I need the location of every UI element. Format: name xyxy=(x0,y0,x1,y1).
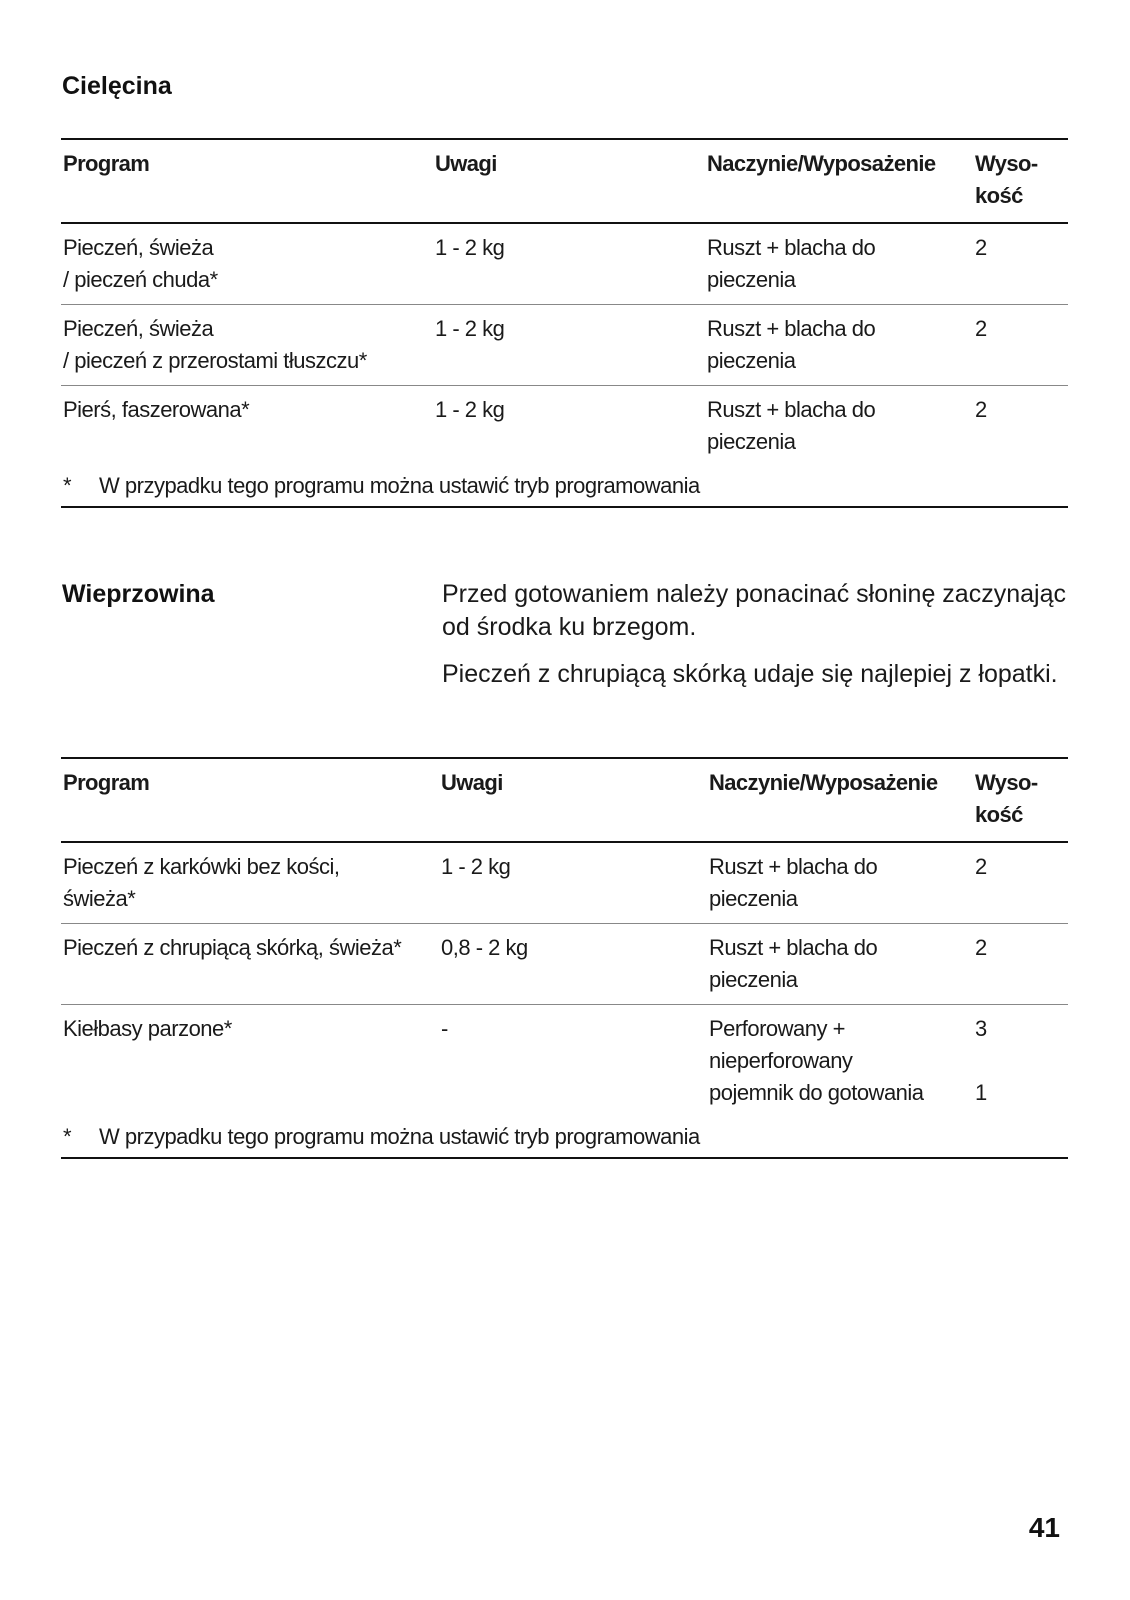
table-row xyxy=(61,223,1068,305)
cell-uwagi: 0,8 - 2 kg xyxy=(441,935,528,960)
cell-naczynie-line1: Ruszt + blacha do xyxy=(707,235,876,260)
table-footnote xyxy=(61,466,1068,507)
section-intro xyxy=(442,578,1082,705)
header-wysokosc xyxy=(973,758,1068,842)
header-uwagi: Uwagi xyxy=(441,770,503,795)
cell-program xyxy=(61,305,433,386)
table-header-row xyxy=(61,758,1068,842)
table-footnote-row xyxy=(61,466,1068,507)
cell-wysokosc: 2 xyxy=(975,854,987,879)
cell-naczynie-line2: pieczenia xyxy=(709,886,798,911)
cell-uwagi: - xyxy=(441,1016,448,1041)
cell-naczynie-line2: pieczenia xyxy=(707,348,796,373)
cell-uwagi: 1 - 2 kg xyxy=(441,854,511,879)
cell-program-line1: Pieczeń z karkówki bez kości, xyxy=(63,854,340,879)
table-cielecina xyxy=(61,138,1068,508)
section-title-wieprzowina: Wieprzowina xyxy=(62,580,215,608)
cell-naczynie-line3: pojemnik do gotowania xyxy=(709,1080,924,1105)
intro-paragraph-2: Pieczeń z chrupiącą skórką udaje się najlepiej z łopatki. xyxy=(442,660,1058,688)
table-row xyxy=(61,305,1068,386)
cell-wysokosc: 2 xyxy=(975,235,987,260)
header-naczynie: Naczynie/Wyposażenie xyxy=(707,151,936,176)
table-row xyxy=(61,842,1068,924)
cell-naczynie xyxy=(707,1005,973,1118)
cell-program-line1: Pieczeń, świeża xyxy=(63,235,214,260)
cell-uwagi: 1 - 2 kg xyxy=(435,316,505,341)
cell-naczynie xyxy=(707,924,973,1005)
cell-wysokosc: 2 xyxy=(975,397,987,422)
cell-naczynie-line1: Perforowany + xyxy=(709,1016,845,1041)
table-row xyxy=(61,924,1068,1005)
footnote-mark: * xyxy=(63,473,72,498)
cell-wysokosc-line1: 3 xyxy=(975,1016,987,1041)
section-title-cielecina: Cielęcina xyxy=(62,72,172,100)
cell-uwagi: 1 - 2 kg xyxy=(435,235,505,260)
header-uwagi: Uwagi xyxy=(435,151,497,176)
cell-naczynie xyxy=(705,386,973,467)
cell-naczynie-line1: Ruszt + blacha do xyxy=(707,316,876,341)
cell-wysokosc: 2 xyxy=(975,316,987,341)
cell-program-line2: / pieczeń z przerostami tłuszczu* xyxy=(63,348,367,373)
cell-program: Pieczeń z chrupiącą skórką, świeża* xyxy=(63,935,402,960)
cell-naczynie xyxy=(707,842,973,924)
header-wysokosc-line2: kość xyxy=(975,802,1023,827)
cell-naczynie-line2: pieczenia xyxy=(707,267,796,292)
cell-program-line1: Pieczeń, świeża xyxy=(63,316,214,341)
cell-naczynie-line2: pieczenia xyxy=(709,967,798,992)
header-wysokosc-line1: Wyso- xyxy=(975,151,1038,176)
cell-naczynie-line1: Ruszt + blacha do xyxy=(709,935,878,960)
cell-program xyxy=(61,842,439,924)
table-row xyxy=(61,1005,1068,1118)
table-footnote-row xyxy=(61,1117,1068,1158)
cell-program xyxy=(61,223,433,305)
header-naczynie: Naczynie/Wyposażenie xyxy=(709,770,938,795)
table-row xyxy=(61,386,1068,467)
cell-naczynie xyxy=(705,223,973,305)
page-number: 41 xyxy=(1028,1512,1060,1543)
cell-naczynie xyxy=(705,305,973,386)
cell-program-line2: świeża* xyxy=(63,886,136,911)
cell-uwagi: 1 - 2 kg xyxy=(435,397,505,422)
header-wysokosc xyxy=(973,139,1068,223)
cell-program: Pierś, faszerowana* xyxy=(63,397,250,422)
footnote-text: W przypadku tego programu można ustawić tryb programowania xyxy=(99,473,700,498)
table-footnote xyxy=(61,1117,1068,1158)
cell-naczynie-line1: Ruszt + blacha do xyxy=(707,397,876,422)
cell-naczynie-line2: nieperforowany xyxy=(709,1048,853,1073)
table-wieprzowina xyxy=(61,757,1068,1159)
cell-program: Kiełbasy parzone* xyxy=(63,1016,232,1041)
table-header-row xyxy=(61,139,1068,223)
header-program: Program xyxy=(63,770,150,795)
cell-wysokosc: 2 xyxy=(975,935,987,960)
footnote-text: W przypadku tego programu można ustawić tryb programowania xyxy=(99,1124,700,1149)
intro-paragraph-1: Przed gotowaniem należy ponacinać słoninę zaczynając od środka ku brzegom. xyxy=(442,580,1066,641)
footnote-mark: * xyxy=(63,1124,72,1149)
cell-program-line2: / pieczeń chuda* xyxy=(63,267,218,292)
header-program: Program xyxy=(63,151,150,176)
cell-naczynie-line1: Ruszt + blacha do xyxy=(709,854,878,879)
cell-naczynie-line2: pieczenia xyxy=(707,429,796,454)
cell-wysokosc-line2: 1 xyxy=(975,1080,987,1105)
header-wysokosc-line2: kość xyxy=(975,183,1023,208)
cell-wysokosc xyxy=(973,1005,1068,1118)
header-wysokosc-line1: Wyso- xyxy=(975,770,1038,795)
